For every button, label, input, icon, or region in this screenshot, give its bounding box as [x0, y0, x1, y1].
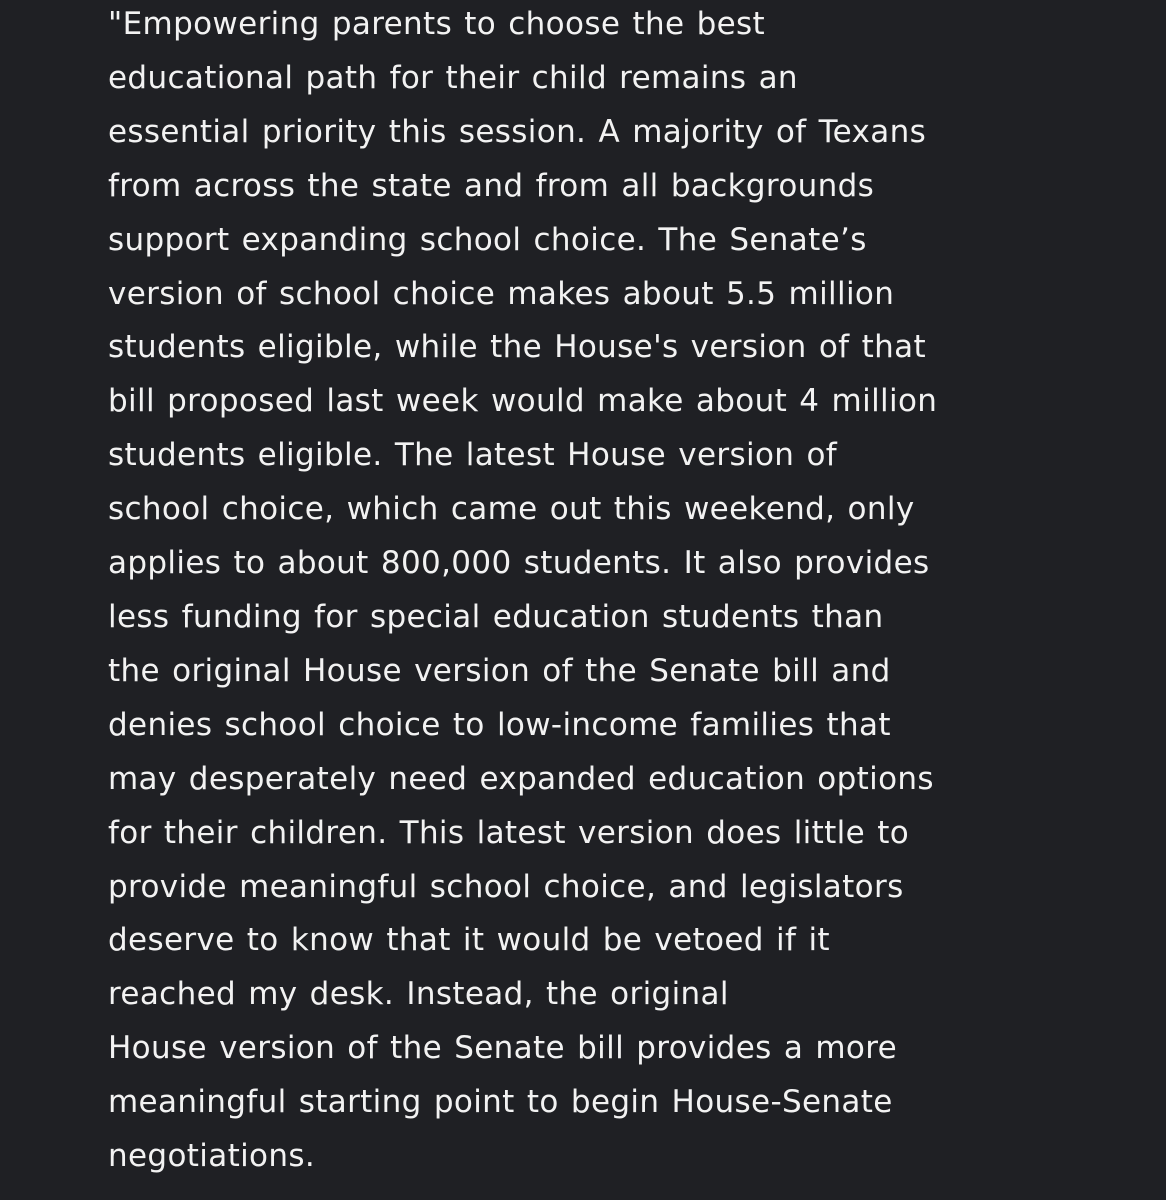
- quote-line: the original House version of the Senate bill and: [108, 652, 891, 689]
- quote-line: House version of the Senate bill provides a more: [108, 1030, 898, 1067]
- quote-paragraph: [108, 0, 1128, 1184]
- quote-line: reached my desk. Instead, the original: [108, 976, 729, 1013]
- quote-line: support expanding school choice. The Senate’s: [108, 221, 867, 258]
- quote-line: educational path for their child remains an: [108, 59, 798, 96]
- quote-line: students eligible, while the House's version of that: [108, 329, 927, 366]
- quote-line: essential priority this session. A majority of Texans: [108, 113, 927, 150]
- quote-line: less funding for special education students than: [108, 598, 884, 635]
- quote-line: students eligible. The latest House version of: [108, 437, 838, 474]
- quote-line: school choice, which came out this weekend, only: [108, 491, 915, 528]
- quote-line: negotiations.: [108, 1138, 316, 1175]
- quote-line: applies to about 800,000 students. It also provides: [108, 545, 930, 582]
- quote-line: bill proposed last week would make about 4 million: [108, 383, 938, 420]
- quote-line: meaningful starting point to begin House-Senate: [108, 1084, 893, 1121]
- quote-line: version of school choice makes about 5.5 million: [108, 275, 895, 312]
- quote-line: deserve to know that it would be vetoed if it: [108, 922, 830, 959]
- quote-line: may desperately need expanded education options: [108, 760, 934, 797]
- quote-line: provide meaningful school choice, and legislators: [108, 868, 904, 905]
- quote-line: from across the state and from all backgrounds: [108, 167, 875, 204]
- quote-line: "Empowering parents to choose the best: [108, 6, 766, 42]
- quote-line: for their children. This latest version does little to: [108, 814, 910, 851]
- quote-line: denies school choice to low-income families that: [108, 706, 891, 743]
